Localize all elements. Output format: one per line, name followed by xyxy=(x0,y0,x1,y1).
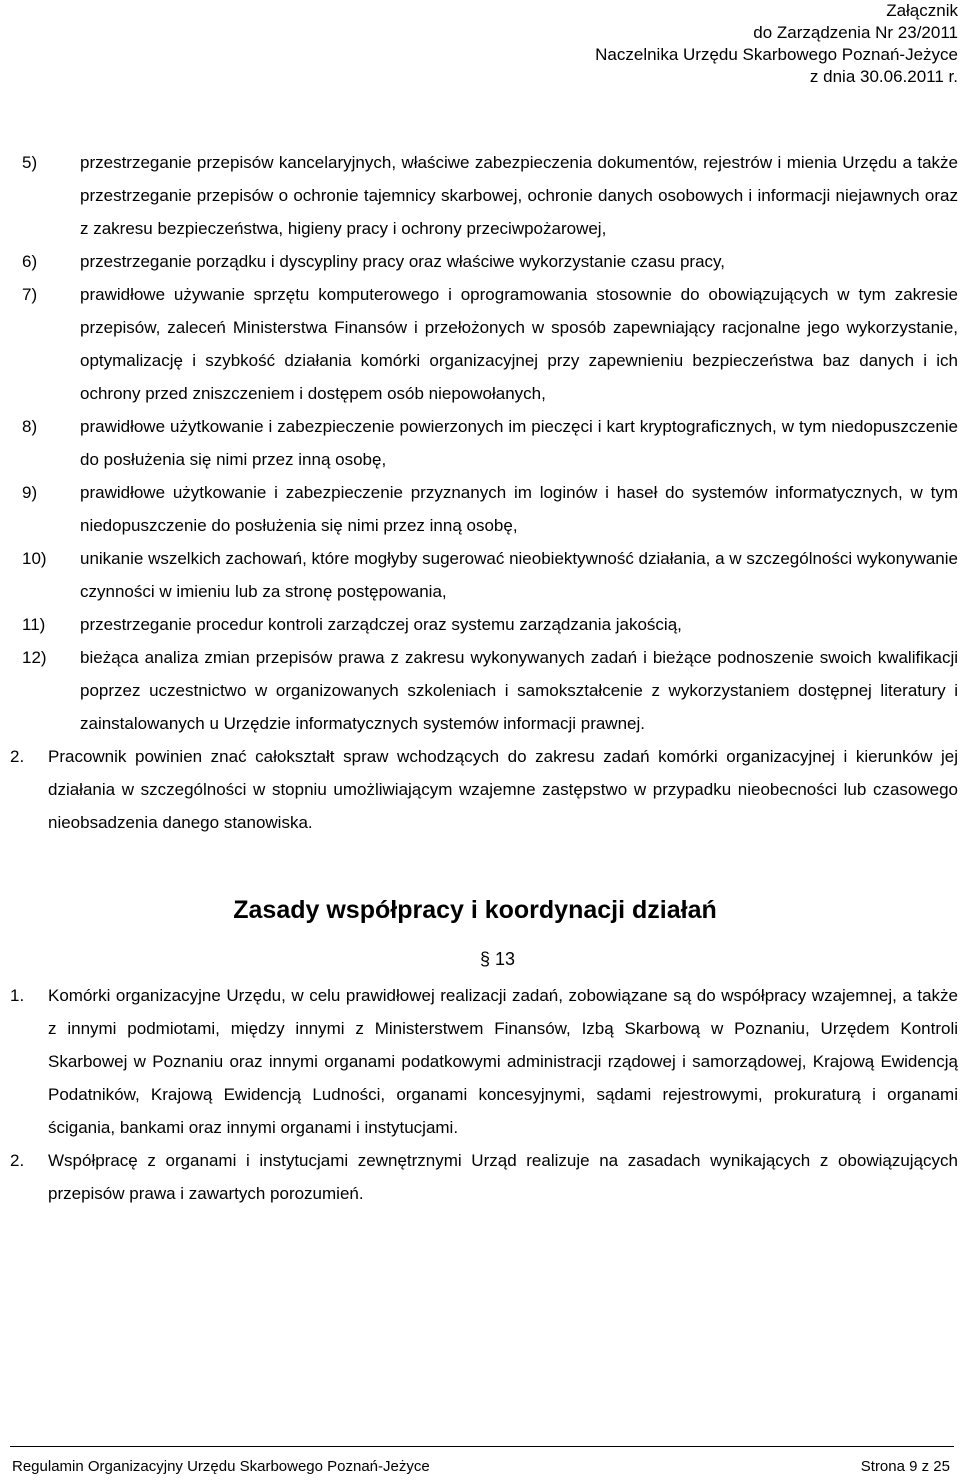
list-item-number: 9) xyxy=(22,483,38,502)
list-item xyxy=(0,146,960,245)
list-item xyxy=(0,608,960,641)
page-footer xyxy=(12,1457,950,1477)
paragraph-number: 2. xyxy=(10,747,25,766)
list-item-text: przestrzeganie porządku i dyscypliny pracy oraz właściwe wykorzystanie czasu pracy, xyxy=(80,252,725,271)
paragraph-number: 2. xyxy=(10,1151,25,1170)
list-item xyxy=(0,641,960,740)
list-item-number: 12) xyxy=(22,648,47,667)
list-item xyxy=(0,278,960,410)
paragraph-number: 1. xyxy=(10,986,25,1005)
section-heading: Zasady współpracy i koordynacji działań xyxy=(233,896,717,924)
list-item xyxy=(0,410,960,476)
list-item-text: przestrzeganie procedur kontroli zarządczej oraz systemu zarządzania jakością, xyxy=(80,615,682,634)
document-body xyxy=(0,146,960,1210)
paragraph-text: Pracownik powinien znać całokształt spraw wchodzących do zakresu zadań komórki organizacyjnej i kierunków jej działania w szczególności w stopniu umożliwiającym wzajemne zastępstwo w przypadku nieobecności lub czasowego nieobsadzenia danego stanowiska. xyxy=(48,747,958,832)
attachment-label: Załącznik xyxy=(886,1,958,20)
page-number: Strona 9 z 25 xyxy=(860,1458,950,1475)
list-item-text: prawidłowe użytkowanie i zabezpieczenie przyznanych im loginów i haseł do systemów informatycznych, w tym niedopuszczenie do posłużenia się nimi przez inną osobę, xyxy=(80,483,958,535)
page-header xyxy=(595,0,958,88)
list-item-number: 5) xyxy=(22,153,38,172)
paragraph xyxy=(0,1144,960,1210)
list-item-number: 8) xyxy=(22,417,38,436)
list-item-number: 10) xyxy=(22,549,47,568)
list-item-text: przestrzeganie przepisów kancelaryjnych, właściwe zabezpieczenia dokumentów, rejestrów i mienia Urzędu a także przestrzeganie przepisów o ochronie tajemnicy skarbowej, ochronie danych osobowych i informacji niejawnych oraz z zakresu bezpieczeństwa, higieny pracy i ochrony przeciwpożarowej, xyxy=(80,153,958,238)
regulation-date: z dnia 30.06.2011 r. xyxy=(809,67,958,86)
document-title: Regulamin Organizacyjny Urzędu Skarbowego Poznań-Jeżyce xyxy=(12,1458,430,1475)
issuing-authority: Naczelnika Urzędu Skarbowego Poznań-Jeżyce xyxy=(595,45,958,64)
list-item xyxy=(0,542,960,608)
list-item xyxy=(0,245,960,278)
paragraph xyxy=(0,740,960,839)
list-item-text: unikanie wszelkich zachowań, które mogłyby sugerować nieobiektywność działania, a w szczególności wykonywanie czynności w imieniu lub za stronę postępowania, xyxy=(80,549,958,601)
paragraph-text: Współpracę z organami i instytucjami zewnętrznymi Urząd realizuje na zasadach wynikających z obowiązujących przepisów prawa i zawartych porozumień. xyxy=(48,1151,958,1203)
list-item xyxy=(0,476,960,542)
list-item-number: 7) xyxy=(22,285,38,304)
list-item-number: 6) xyxy=(22,252,38,271)
list-item-text: prawidłowe używanie sprzętu komputerowego i oprogramowania stosownie do obowiązujących w tym zakresie przepisów, zaleceń Ministerstwa Finansów i przełożonych w sposób zapewniający racjonalne jego wykorzystanie, optymalizację i szybkość działania komórki organizacyjnej przy zapewnieniu bezpieczeństwa baz danych i ich ochrony przed zniszczeniem i dostępem osób niepowołanych, xyxy=(80,285,958,403)
list-item-text: bieżąca analiza zmian przepisów prawa z zakresu wykonywanych zadań i bieżące podnoszenie swoich kwalifikacji poprzez uczestnictwo w organizowanych szkoleniach i samokształcenie z wykorzystaniem dostępnej literatury i zainstalowanych u Urzędzie informatycznych systemów informacji prawnej. xyxy=(80,648,958,733)
footer-divider xyxy=(10,1446,954,1447)
section-label: § 13 xyxy=(480,949,516,969)
list-item-number: 11) xyxy=(22,615,46,634)
list-item-text: prawidłowe użytkowanie i zabezpieczenie powierzonych im pieczęci i kart kryptograficznych, w tym niedopuszczenie do posłużenia się nimi przez inną osobę, xyxy=(80,417,958,469)
regulation-number: do Zarządzenia Nr 23/2011 xyxy=(753,23,958,42)
paragraph-text: Komórki organizacyjne Urzędu, w celu prawidłowej realizacji zadań, zobowiązane są do współpracy wzajemnej, a także z innymi podmiotami, między innymi z Ministerstwem Finansów, Izbą Skarbową w Poznaniu, Urzędem Kontroli Skarbowej w Poznaniu oraz innymi organami podatkowymi administracji rządowej i samorządowej, Krajową Ewidencją Podatników, Krajową Ewidencją Ludności, organami koncesyjnymi, sądami rejestrowymi, prokuraturą i organami ścigania, bankami oraz innymi organami i instytucjami. xyxy=(48,986,958,1137)
paragraph xyxy=(0,979,960,1144)
